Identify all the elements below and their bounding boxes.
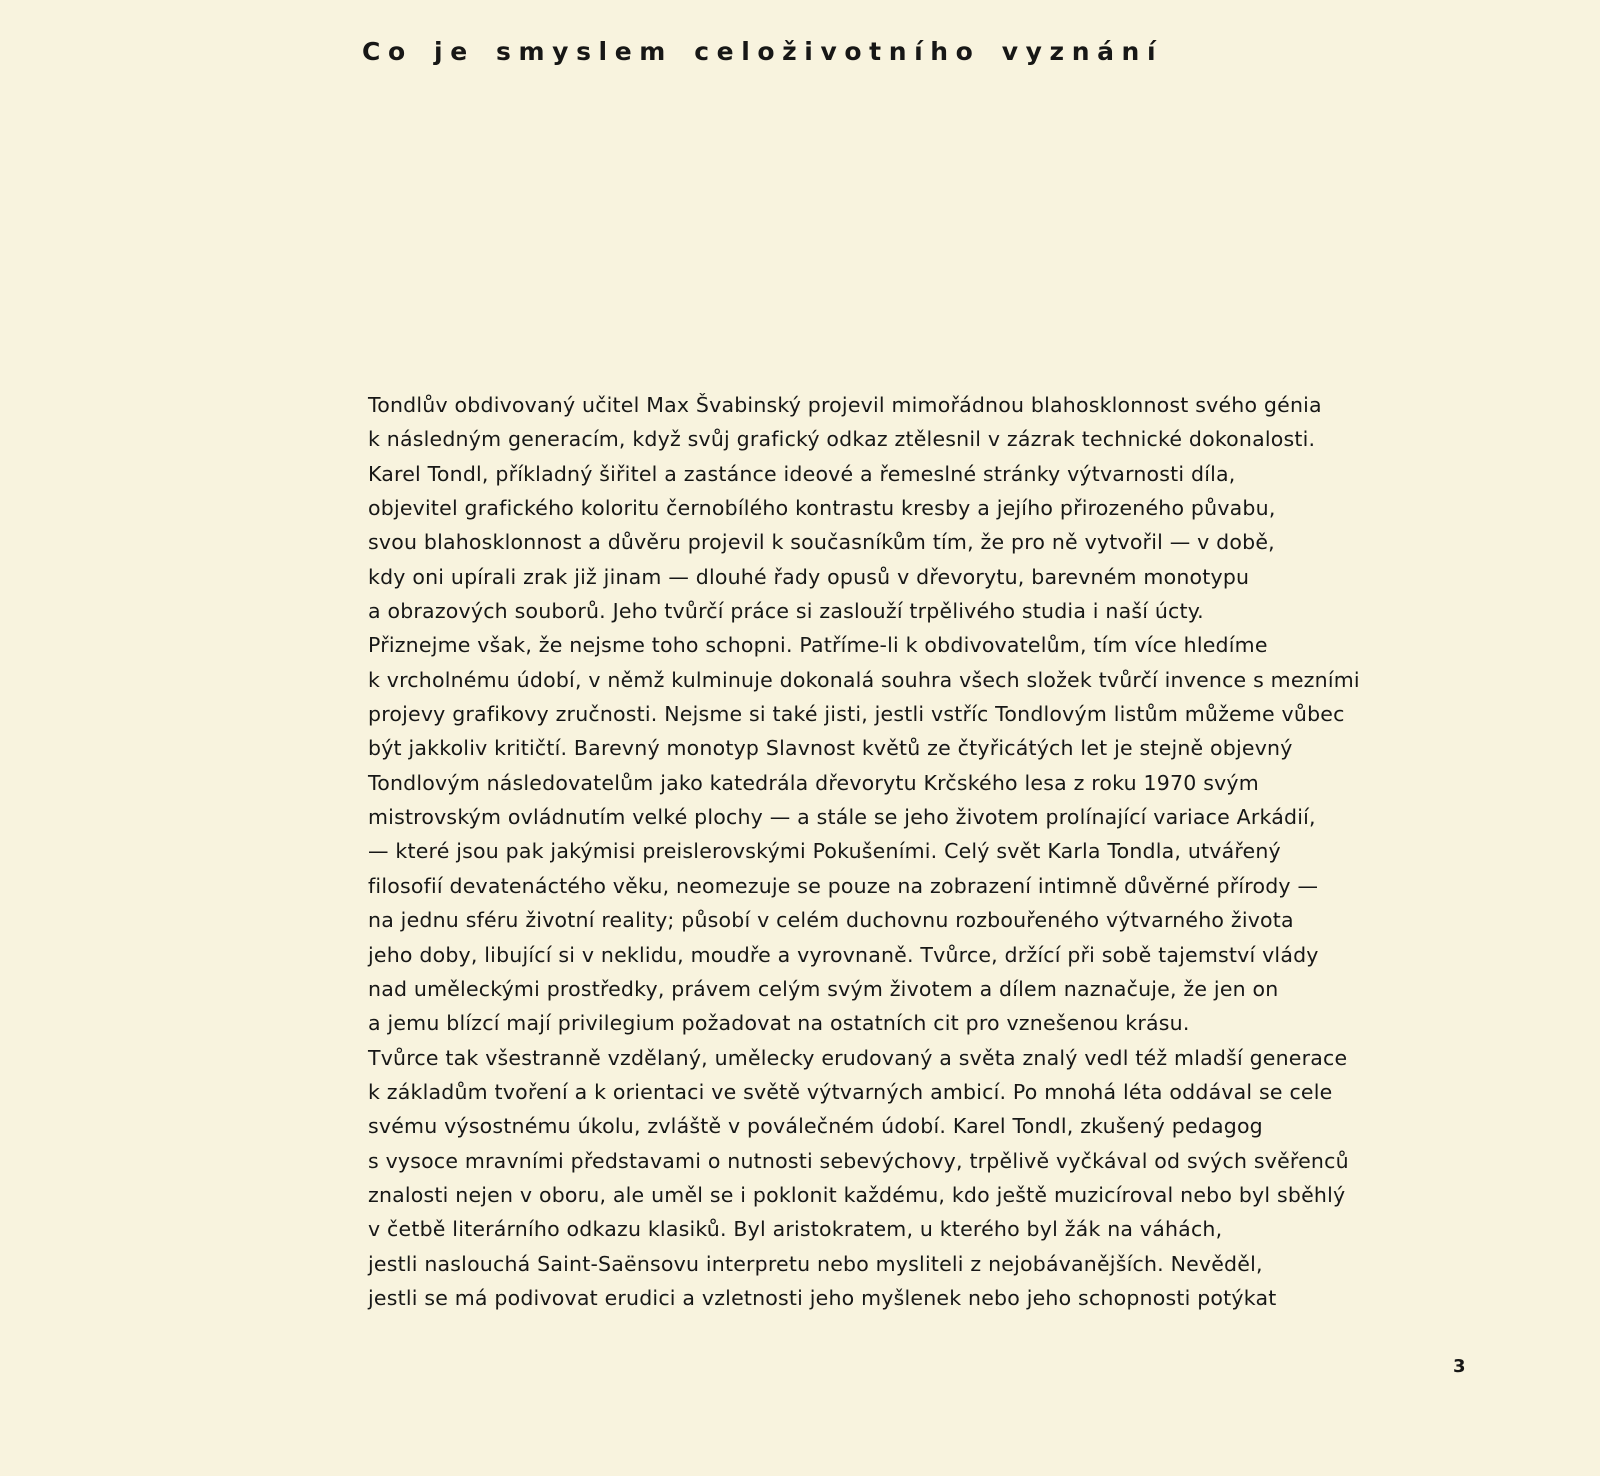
body-line: a jemu blízcí mají privilegium požadovat na ostatních cit pro vznešenou krásu. — [368, 1011, 1190, 1036]
body-line: znalosti nejen v oboru, ale uměl se i poklonit každému, kdo ještě muzicíroval nebo byl sběhlý — [368, 1182, 1346, 1207]
body-line: Tondlův obdivovaný učitel Max Švabinský projevil mimořádnou blahosklonnost svého génia — [368, 393, 1322, 417]
page-title: Co je smyslem celoživotního vyznání — [362, 37, 1164, 66]
body-text — [368, 388, 1488, 1315]
body-line: jestli naslouchá Saint-Saënsovu interpretu nebo mysliteli z nejobávanějších. Nevěděl, — [368, 1251, 1263, 1276]
body-line: projevy grafikovy zručnosti. Nejsme si také jisti, jestli vstříc Tondlovým listům můžeme vůbec — [368, 702, 1345, 727]
body-line: Karel Tondl, příkladný šiřitel a zastánce ideové a řemeslné stránky výtvarnosti díla, — [368, 461, 1236, 486]
body-line: filosofií devatenáctého věku, neomezuje se pouze na zobrazení intimně důvěrné přírody — — [368, 873, 1319, 898]
body-line: mistrovským ovládnutím velké plochy — a stále se jeho životem prolínající variace Arkádií, — [368, 805, 1316, 830]
body-line: jestli se má podivovat erudici a vzletnosti jeho myšlenek nebo jeho schopnosti potýkat — [368, 1285, 1277, 1310]
body-line: svou blahosklonnost a důvěru projevil k současníkům tím, že pro ně vytvořil — v době, — [368, 530, 1275, 555]
body-line: nad uměleckými prostředky, právem celým svým životem a dílem naznačuje, že jen on — [368, 976, 1279, 1001]
page-number: 3 — [1453, 1356, 1466, 1377]
body-line: Tondlovým následovatelům jako katedrála dřevorytu Krčského lesa z roku 1970 svým — [368, 770, 1259, 795]
body-line: jeho doby, libující si v neklidu, moudře a vyrovnaně. Tvůrce, držící při sobě tajemství vlády — [368, 942, 1319, 967]
body-line: — které jsou pak jakýmisi preislerovskými Pokušeními. Celý svět Karla Tondla, utvářený — [368, 839, 1281, 864]
body-line: v četbě literárního odkazu klasiků. Byl aristokratem, u kterého byl žák na váhách, — [368, 1217, 1223, 1242]
body-line: a obrazových souborů. Jeho tvůrčí práce si zaslouží trpělivého studia i naší úcty. — [368, 599, 1204, 624]
body-line: k základům tvoření a k orientaci ve světě výtvarných ambicí. Po mnohá léta oddával se cele — [368, 1079, 1333, 1104]
body-line: k následným generacím, když svůj grafický odkaz ztělesnil v zázrak technické dokonalosti. — [368, 427, 1316, 452]
body-line: Tvůrce tak všestranně vzdělaný, umělecky erudovaný a světa znalý vedl též mladší generace — [368, 1045, 1348, 1070]
body-line: objevitel grafického koloritu černobílého kontrastu kresby a jejího přirozeného půvabu, — [368, 496, 1276, 521]
body-line: s vysoce mravními představami o nutnosti sebevýchovy, trpělivě vyčkával od svých svěřenců — [368, 1148, 1349, 1173]
body-line: svému výsostnému úkolu, zvláště v poválečném údobí. Karel Tondl, zkušený pedagog — [368, 1114, 1263, 1139]
body-line: k vrcholnému údobí, v němž kulminuje dokonalá souhra všech složek tvůrčí invence s mezními — [368, 667, 1360, 692]
body-line: kdy oni upírali zrak již jinam — dlouhé řady opusů v dřevorytu, barevném monotypu — [368, 564, 1250, 589]
body-line: být jakkoliv kritičtí. Barevný monotyp Slavnost květů ze čtyřicátých let je stejně objevný — [368, 736, 1293, 761]
body-line: Přiznejme však, že nejsme toho schopni. Patříme-li k obdivovatelům, tím více hledíme — [368, 633, 1268, 658]
body-line: na jednu sféru životní reality; působí v celém duchovnu rozbouřeného výtvarného života — [368, 908, 1294, 933]
